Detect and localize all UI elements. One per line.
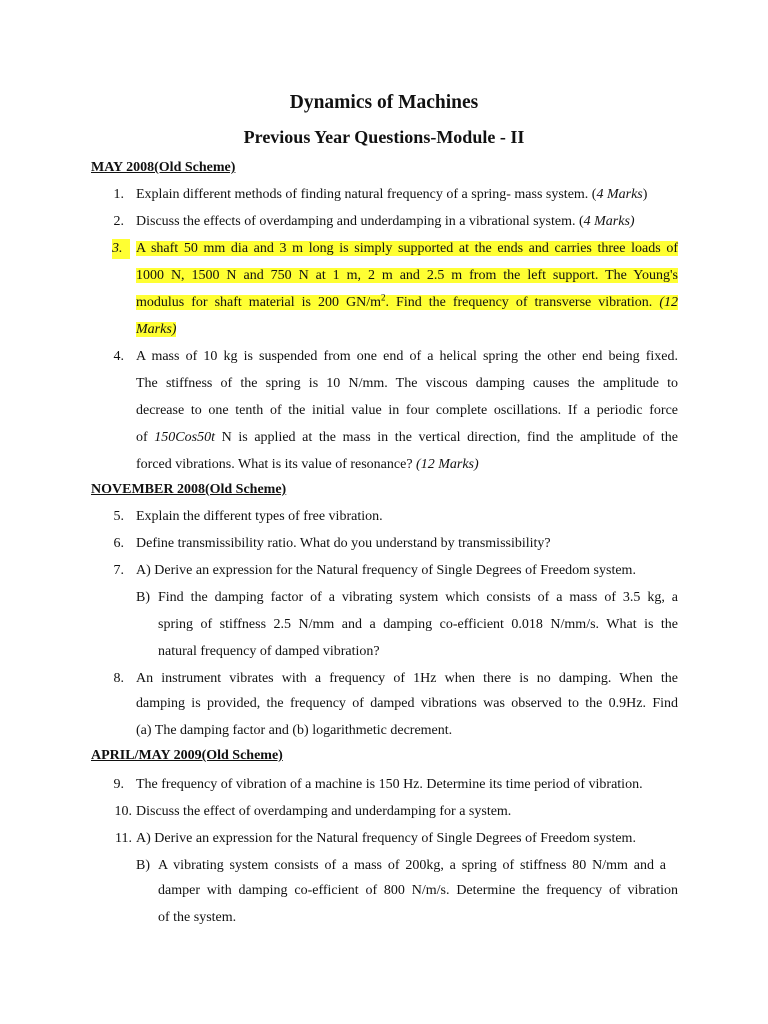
question-11-part-b-label: B) [136, 858, 150, 873]
document-title: Dynamics of Machines [289, 92, 479, 113]
question-number: 4. [113, 349, 124, 364]
question-4-line-1: A mass of 10 kg is suspended from one end of a helical spring the other end being fixed. [136, 349, 678, 364]
question-number: 5. [113, 509, 124, 524]
question-10: Discuss the effect of overdamping and underdamping for a system. [136, 804, 512, 819]
question-3-line-4: Marks) [136, 322, 177, 337]
question-number: 7. [113, 563, 124, 578]
question-8-line-2: damping is provided, the frequency of damped vibrations was observed to the 0.9Hz. Find [136, 696, 678, 711]
question-7-part-b-line-3: natural frequency of damped vibration? [158, 644, 380, 659]
question-number: 8. [113, 671, 124, 686]
question-7-part-b-line-2: spring of stiffness 2.5 N/mm and a damping co-efficient 0.018 N/mm/s. What is the [158, 617, 678, 632]
question-7-part-b-line-1: Find the damping factor of a vibrating system which consists of a mass of 3.5 kg, a [158, 590, 678, 605]
question-2: Discuss the effects of overdamping and underdamping in a vibrational system. (4 Marks) [136, 214, 635, 229]
question-11-part-b-line-2: damper with damping co-efficient of 800 N/m/s. Determine the frequency of vibration [158, 883, 678, 898]
question-5: Explain the different types of free vibration. [136, 509, 383, 524]
question-8-line-3: (a) The damping factor and (b) logarithmetic decrement. [136, 723, 453, 738]
question-number: 10. [114, 804, 132, 819]
section-heading-may-2008: MAY 2008(Old Scheme) [91, 160, 236, 175]
question-1: Explain different methods of finding natural frequency of a spring- mass system. (4 Marks) [136, 187, 648, 202]
question-number: 1. [113, 187, 124, 202]
section-heading-nov-2008: NOVEMBER 2008(Old Scheme) [91, 482, 287, 497]
question-3-line-3: modulus for shaft material is 200 $GN/m^2$. Find the frequency of transverse vibration. (12 [136, 292, 678, 310]
question-8-line-1: An instrument vibrates with a frequency of 1Hz when there is no damping. When the [136, 671, 678, 686]
question-4-line-5: forced vibrations. What is its value of resonance? (12 Marks) [136, 457, 479, 472]
question-11-part-b-line-3: of the system. [158, 910, 237, 925]
question-4-line-2: The stiffness of the spring is 10 N/mm. The viscous damping causes the amplitude to [136, 376, 678, 391]
question-number: 9. [113, 777, 124, 792]
question-3-line-2: 1000 N, 1500 N and 750 N at 1 m, 2 m and 2.5 m from the left support. The Young's [136, 268, 678, 283]
question-6: Define transmissibility ratio. What do you understand by transmissibility? [136, 536, 551, 551]
question-number: 2. [113, 214, 124, 229]
question-number: 11. [115, 831, 132, 846]
question-7-part-a: A) Derive an expression for the Natural frequency of Single Degrees of Freedom system. [136, 563, 636, 578]
question-3-line-1: A shaft 50 mm dia and 3 m long is simply supported at the ends and carries three loads of [136, 241, 678, 256]
document-subtitle: Previous Year Questions-Module - II [243, 127, 525, 147]
question-4-line-4: of 150Cos50t N is applied at the mass in the vertical direction, find the amplitude of the [136, 430, 678, 445]
question-9: The frequency of vibration of a machine is 150 Hz. Determine its time period of vibration. [136, 777, 643, 792]
question-11-part-a: A) Derive an expression for the Natural frequency of Single Degrees of Freedom system. [136, 831, 636, 846]
section-heading-apr-may-2009: APRIL/MAY 2009(Old Scheme) [91, 748, 283, 763]
question-11-part-b-line-1: A vibrating system consists of a mass of 200kg, a spring of stiffness 80 N/mm and a [158, 858, 666, 873]
question-number: 3. [112, 239, 130, 259]
question-number: 6. [113, 536, 124, 551]
question-4-line-3: decrease to one tenth of the initial value in four complete oscillations. If a periodic force [136, 403, 678, 418]
question-7-part-b-label: B) [136, 590, 150, 605]
